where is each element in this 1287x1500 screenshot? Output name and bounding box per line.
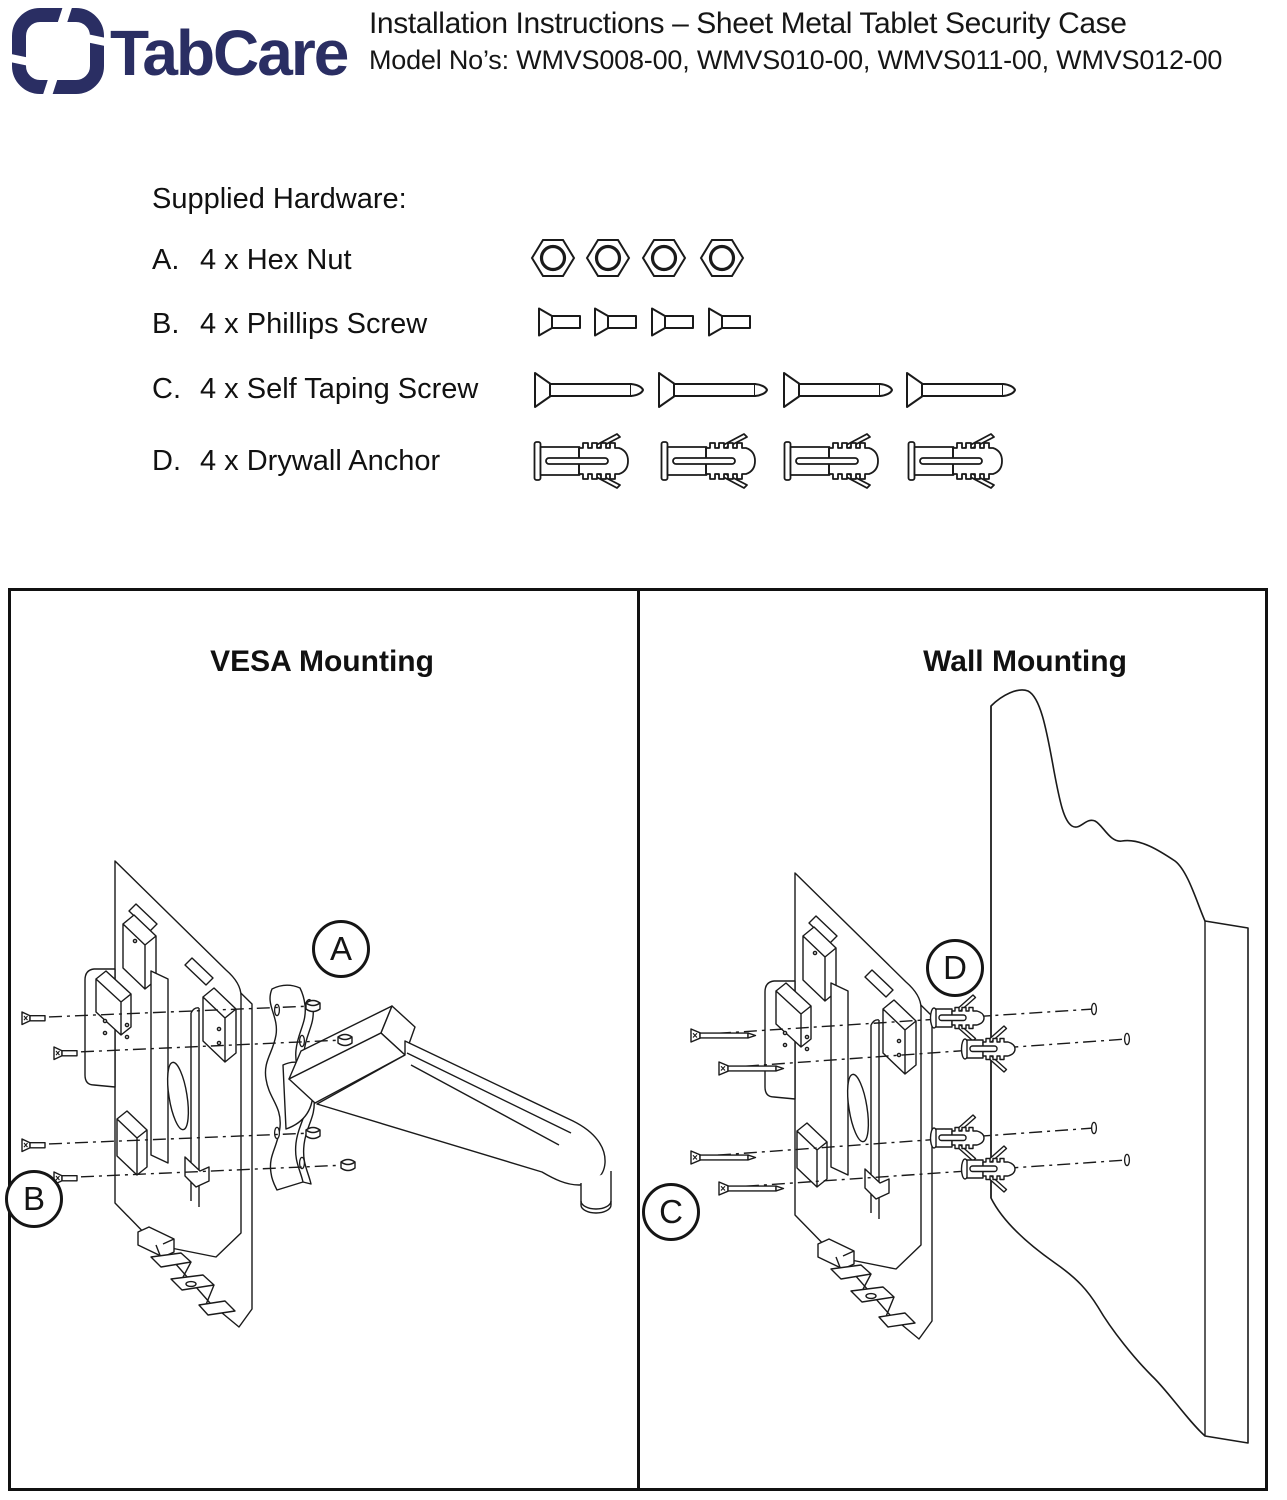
tablet-case-drawing <box>765 873 932 1339</box>
wall-hole-mark <box>1125 1154 1130 1165</box>
drywall-anchor-icons-row <box>528 431 1028 491</box>
item-label: 4 x Drywall Anchor <box>200 445 441 477</box>
phillips-screw-drawing <box>22 1139 45 1152</box>
vesa-mounting-diagram <box>11 591 637 1488</box>
wall-hole-mark <box>1125 1033 1130 1044</box>
hex-nut-icon <box>587 240 629 276</box>
hex-nut-drawing <box>306 1128 320 1139</box>
hardware-item-b <box>152 308 427 341</box>
hex-nut-icon <box>701 240 743 276</box>
model-numbers: Model No’s: WMVS008-00, WMVS010-00, WMVS011-00, WMVS012-00 <box>369 45 1223 75</box>
logo-wordmark: TabCare <box>110 17 348 89</box>
phillips-screw-icon <box>652 309 693 336</box>
hex-nut-icon <box>532 240 574 276</box>
item-letter: D. <box>152 445 181 477</box>
supplied-hardware-heading: Supplied Hardware: <box>152 183 407 215</box>
self-taping-screw-icon <box>535 373 643 407</box>
wall-mounting-diagram <box>640 591 1265 1488</box>
drywall-anchor-icon <box>909 434 1003 488</box>
item-letter: A. <box>152 244 180 276</box>
phillips-screw-drawing <box>22 1012 45 1025</box>
wall-hole-mark <box>1092 1122 1097 1133</box>
wall-drawing <box>991 690 1248 1443</box>
phillips-screw-icon <box>539 309 580 336</box>
hex-nut-icons-row <box>530 238 746 278</box>
monitor-arm-drawing <box>283 1006 611 1213</box>
tablet-case-drawing <box>85 861 252 1327</box>
drywall-anchor-icon <box>662 434 756 488</box>
drywall-anchor-drawing <box>931 1115 985 1161</box>
wall-panel-title: Wall Mounting <box>923 645 1127 678</box>
item-label: 4 x Hex Nut <box>200 244 352 276</box>
drywall-anchor-icon <box>535 434 629 488</box>
tabcare-logo <box>10 6 106 96</box>
hardware-item-a <box>152 244 352 277</box>
hex-nut-drawing <box>338 1035 352 1046</box>
hardware-item-c <box>152 373 478 406</box>
drywall-anchor-icon <box>785 434 879 488</box>
callout-a: A <box>312 920 370 978</box>
self-taping-screw-icon <box>907 373 1015 407</box>
item-label: 4 x Phillips Screw <box>200 308 428 340</box>
phillips-screw-icons-row <box>535 307 755 338</box>
callout-c: C <box>642 1183 700 1241</box>
phillips-screw-icon <box>595 309 636 336</box>
item-letter: B. <box>152 308 180 340</box>
item-label: 4 x Self Taping Screw <box>200 373 479 405</box>
phillips-screw-drawing <box>54 1047 77 1060</box>
tabcare-logo-icon <box>10 6 106 96</box>
document-title: Installation Instructions – Sheet Metal Tablet Security Case <box>369 7 1127 40</box>
hardware-item-d <box>152 445 440 478</box>
drywall-anchor-drawing <box>931 995 985 1041</box>
hex-nut-drawing <box>341 1160 355 1171</box>
callout-b: B <box>5 1170 63 1228</box>
self-taping-screw-icon <box>659 373 767 407</box>
self-taping-screw-icon <box>784 373 892 407</box>
callout-d: D <box>926 939 984 997</box>
self-taping-screw-icons-row <box>531 371 1023 410</box>
wall-hole-mark <box>1092 1003 1097 1014</box>
item-letter: C. <box>152 373 181 405</box>
hex-nut-icon <box>643 240 685 276</box>
vesa-panel-title: VESA Mounting <box>210 645 434 678</box>
hex-nut-drawing <box>306 1001 320 1012</box>
phillips-screw-icon <box>709 309 750 336</box>
